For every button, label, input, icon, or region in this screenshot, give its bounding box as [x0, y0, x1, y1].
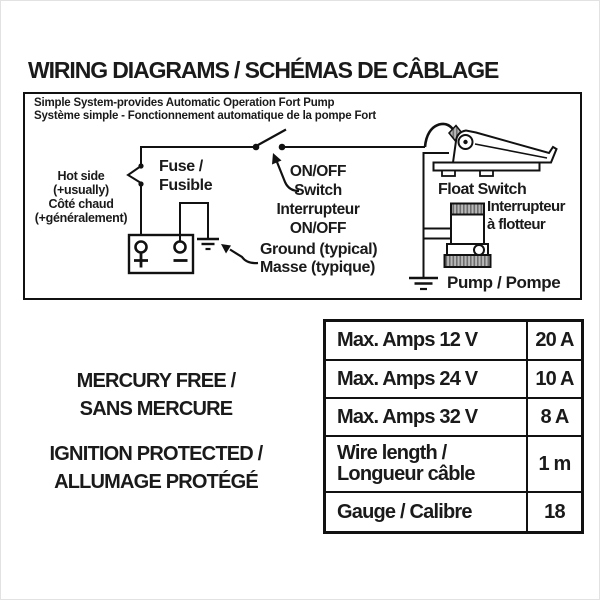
spec-value: 20 A	[535, 329, 574, 351]
spec-label-text: Wire length /	[337, 442, 447, 464]
pump-label: Pump / Pompe	[447, 273, 561, 292]
spec-label-text: Max. Amps 12 V	[337, 329, 478, 351]
on-off-switch-label: ON/OFF Switch Interrupteur ON/OFF	[276, 163, 360, 237]
mercury-free-badge: MERCURY FREE / SANS MERCURE	[76, 370, 236, 420]
spec-table	[323, 319, 584, 534]
ground-label: Ground (typical) Masse (typique)	[260, 241, 378, 276]
spec-label-text-line2: Longueur câble	[337, 463, 475, 485]
hot-side-label: Hot side (+usually) Côté chaud (+généralement)	[34, 169, 128, 225]
diagram-header-line2: Système simple - Fonctionnement automatique de la pompe Fort	[34, 109, 376, 122]
table-row	[326, 493, 581, 531]
spec-value: 10 A	[535, 367, 574, 390]
float-switch-label: Float Switch	[438, 181, 527, 198]
page-title: WIRING DIAGRAMS / SCHÉMAS DE CÂBLAGE	[28, 57, 499, 83]
diagram-header	[34, 97, 376, 122]
table-row	[326, 399, 581, 437]
table-row	[326, 437, 581, 493]
float-switch-label-fr: Interrupteur à flotteur	[487, 198, 565, 233]
diagram-header-line1: Simple System-provides Automatic Operation Fort Pump	[34, 97, 335, 109]
table-row	[326, 361, 581, 399]
spec-value: 8 A	[540, 405, 569, 428]
spec-value: 1 m	[538, 452, 571, 475]
spec-value: 18	[544, 500, 565, 523]
ignition-protected-badge: IGNITION PROTECTED / ALLUMAGE PROTÉGÉ	[49, 443, 263, 493]
fuse-label: Fuse / Fusible	[159, 158, 213, 194]
spec-label-text: Max. Amps 32 V	[337, 405, 478, 428]
spec-label-text: Gauge / Calibre	[337, 500, 472, 523]
spec-label-text: Max. Amps 24 V	[337, 367, 478, 390]
table-row	[326, 322, 581, 361]
